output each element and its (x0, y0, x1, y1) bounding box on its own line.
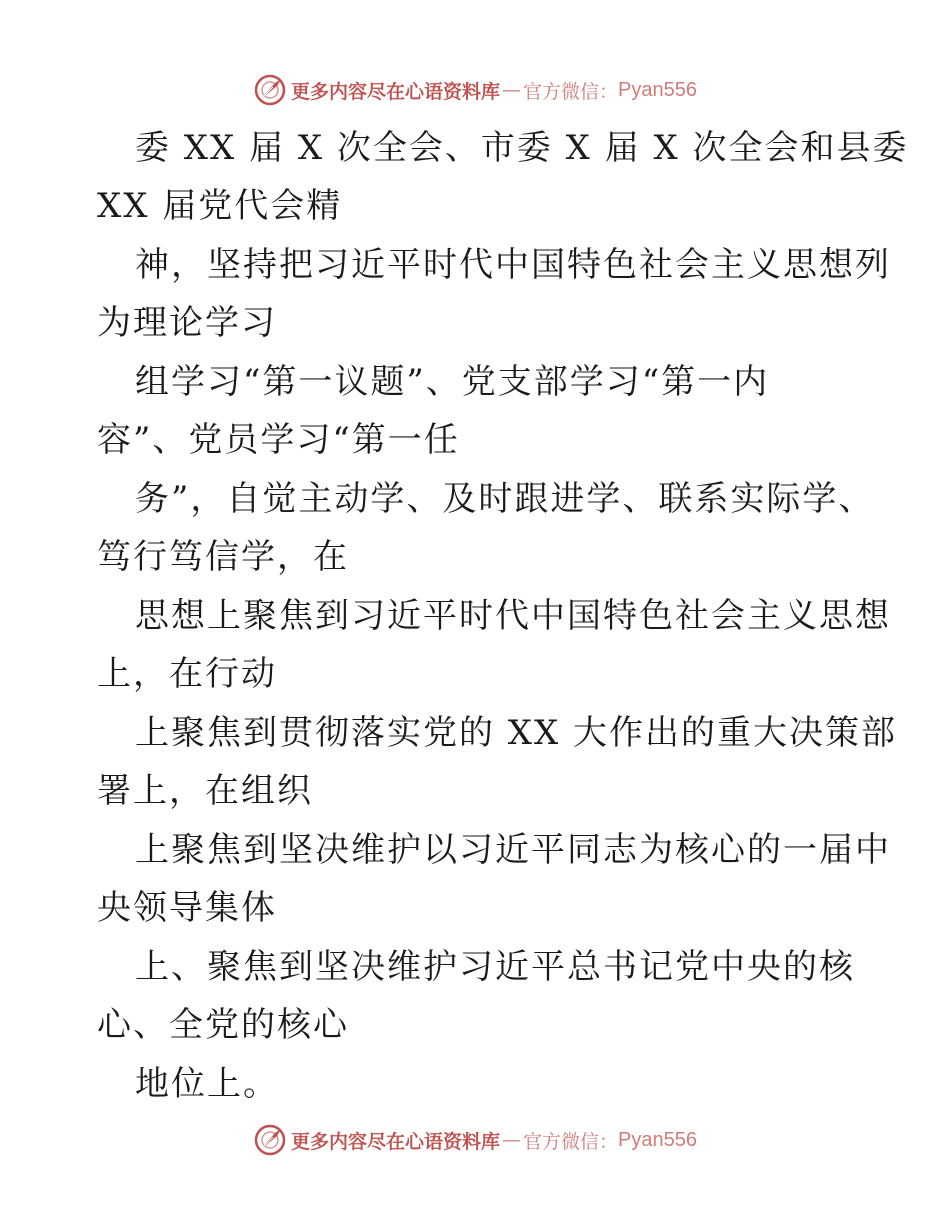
body-line: XX 届党代会精 (97, 186, 343, 226)
body-line: 署上，在组织 (97, 771, 313, 811)
banner-separator: — (502, 79, 522, 101)
footer-banner (0, 1120, 950, 1160)
body-line: 心、全党的核心 (97, 1005, 349, 1045)
body-line: 容”、党员学习“第一任 (97, 420, 460, 460)
banner-brand-text: 更多内容尽在心语资料库 (291, 1130, 501, 1153)
body-line: 为理论学习 (97, 303, 277, 343)
body-line: 笃行笃信学，在 (97, 537, 349, 577)
header-banner (0, 70, 950, 110)
body-line: 上聚焦到贯彻落实党的 XX 大作出的重大决策部 (135, 713, 898, 753)
banner-wechat-label: 官方微信： (523, 80, 619, 103)
quill-logo-icon (253, 73, 287, 107)
body-line: 神，坚持把习近平时代中国特色社会主义思想列 (135, 245, 891, 285)
body-line: 上，在行动 (97, 654, 277, 694)
body-line: 委 XX 届 X 次全会、市委 X 届 X 次全会和县委 (135, 128, 909, 168)
body-line: 上、聚焦到坚决维护习近平总书记党中央的核 (135, 947, 855, 987)
banner-wechat-label: 官方微信： (523, 1130, 619, 1153)
body-line: 上聚焦到坚决维护以习近平同志为核心的一届中 (135, 830, 891, 870)
body-line: 央领导集体 (97, 888, 277, 928)
body-line: 地位上。 (135, 1064, 279, 1104)
body-line: 务”，自觉主动学、及时跟进学、联系实际学、 (135, 479, 875, 519)
banner-separator: — (502, 1129, 522, 1151)
banner-brand-text: 更多内容尽在心语资料库 (291, 80, 501, 103)
body-line: 组学习“第一议题”、党支部学习“第一内 (135, 362, 770, 402)
banner-account: Pyan556 (618, 1128, 697, 1151)
quill-logo-icon (253, 1123, 287, 1157)
banner-account: Pyan556 (618, 78, 697, 101)
body-line: 思想上聚焦到习近平时代中国特色社会主义思想 (135, 596, 891, 636)
